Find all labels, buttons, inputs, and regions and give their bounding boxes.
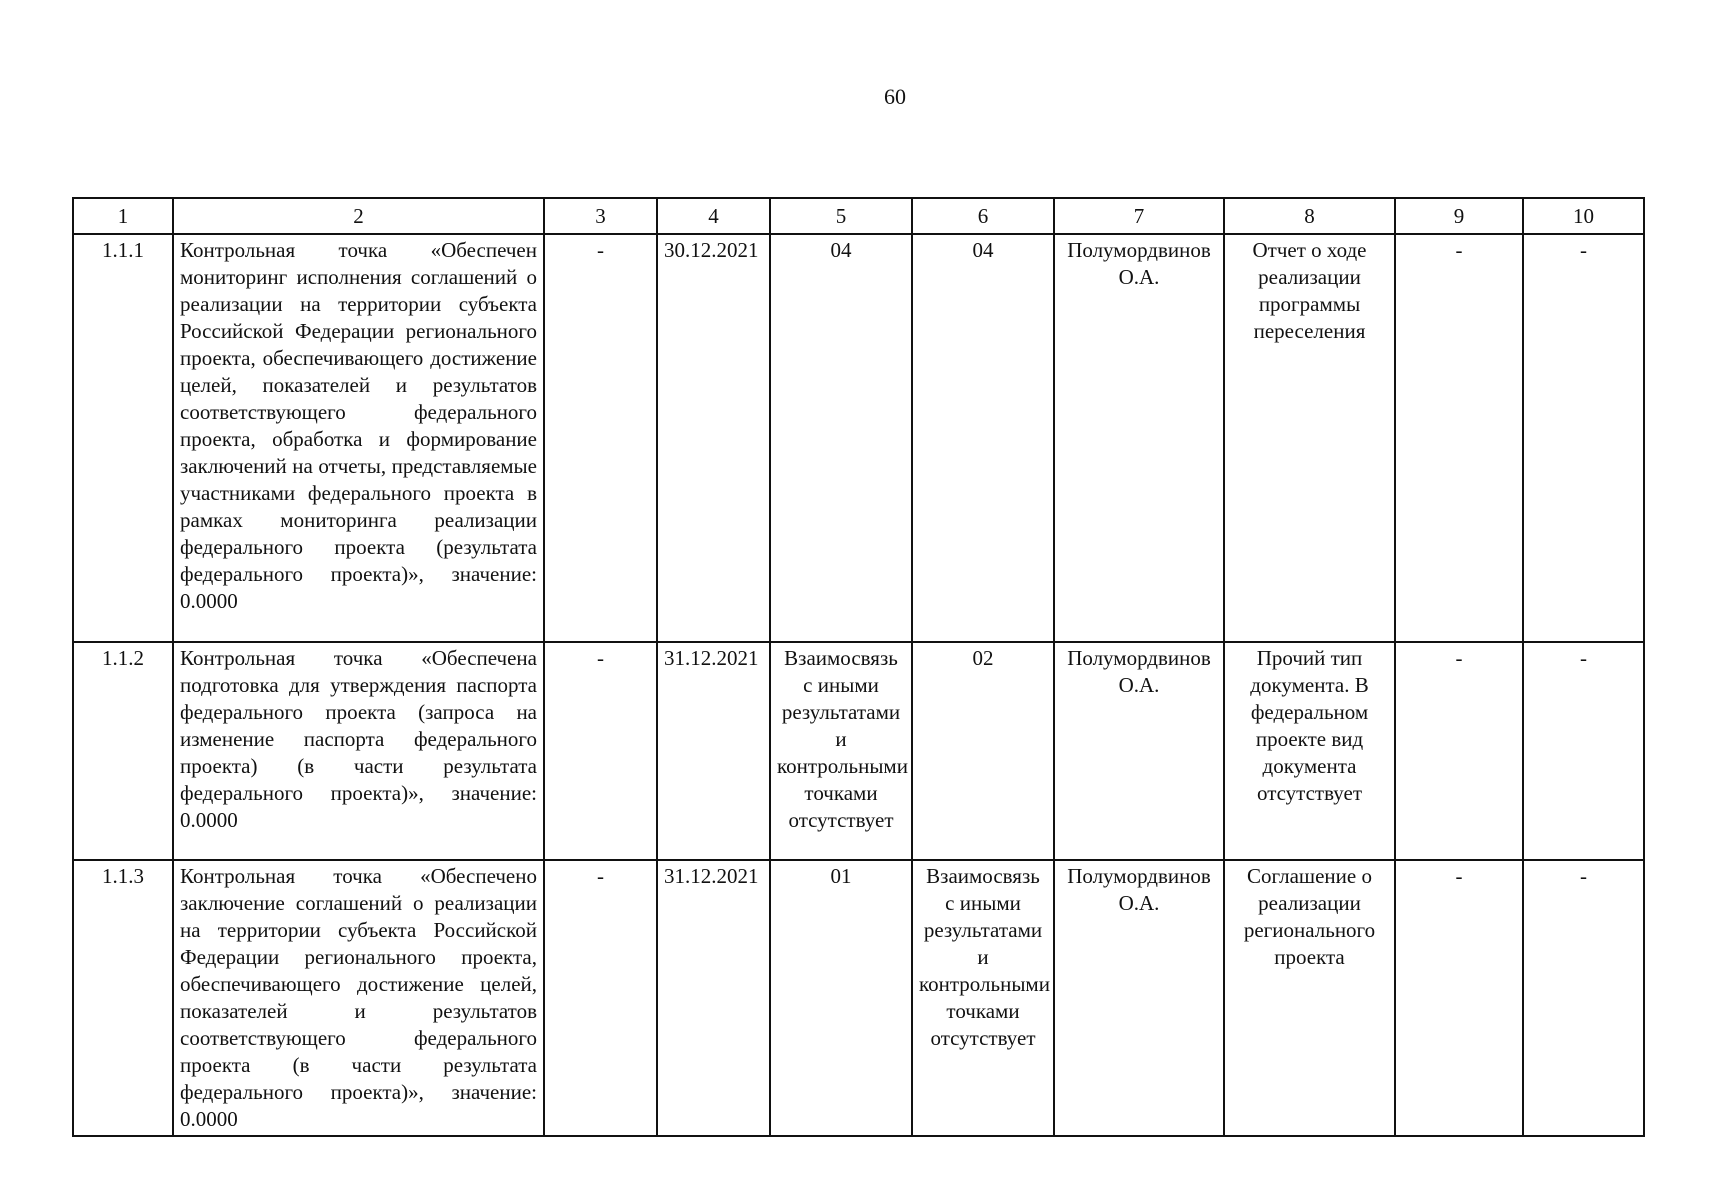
header-col-4: 4: [657, 198, 770, 234]
row-description: [173, 234, 544, 642]
header-col-3: 3: [544, 198, 657, 234]
row-document: Прочий тип документа. В федеральном проекте вид документа отсутствует: [1224, 642, 1395, 860]
header-row: [73, 198, 1644, 234]
header-col-10: 10: [1523, 198, 1644, 234]
row-col3: -: [544, 860, 657, 1136]
row-col3: -: [544, 642, 657, 860]
row-date: 31.12.2021: [657, 642, 770, 860]
row-description-text: Контрольная точка «Обеспечено заключение соглашений о реализации на территории субъекта Российской Федерации регионального проекта, обеспечивающего достижение целей, показателей и результатов соответствующего федерального проекта (в части результата федерального проекта)», значение: 0.0000: [180, 864, 537, 1131]
row-col6: Взаимосвязь с иными результатами и контрольными точками отсутствует: [912, 860, 1054, 1136]
row-date: 31.12.2021: [657, 860, 770, 1136]
row-document: Отчет о ходе реализации программы переселения: [1224, 234, 1395, 642]
header-col-8: 8: [1224, 198, 1395, 234]
row-number: 1.1.3: [73, 860, 173, 1136]
header-col-6: 6: [912, 198, 1054, 234]
control-points-table: [72, 197, 1645, 1137]
header-col-1: 1: [73, 198, 173, 234]
header-col-7: 7: [1054, 198, 1224, 234]
row-col10: -: [1523, 234, 1644, 642]
row-col5: Взаимосвязь с иными результатами и контрольными точками отсутствует: [770, 642, 912, 860]
table-row: [73, 642, 1644, 860]
header-col-9: 9: [1395, 198, 1523, 234]
table-row: [73, 234, 1644, 642]
row-description-text: Контрольная точка «Обеспечен мониторинг исполнения соглашений о реализации на территории субъекта Российской Федерации регионального проекта, обеспечивающего достижение целей, показателей и результатов соответствующего федерального проекта, обработка и формирование заключений на отчеты, представляемые участниками федерального проекта в рамках мониторинга реализации федерального проекта (результата федерального проекта)», значение: 0.0000: [180, 238, 537, 613]
row-document: Соглашение о реализации регионального проекта: [1224, 860, 1395, 1136]
row-col10: -: [1523, 642, 1644, 860]
row-description: [173, 860, 544, 1136]
row-col5: 01: [770, 860, 912, 1136]
row-number: 1.1.1: [73, 234, 173, 642]
page-number: 60: [884, 84, 906, 109]
row-responsible: Полумордвинов О.А.: [1054, 860, 1224, 1136]
row-description: [173, 642, 544, 860]
table-header: [73, 198, 1644, 234]
row-col9: -: [1395, 860, 1523, 1136]
row-col10: -: [1523, 860, 1644, 1136]
row-col9: -: [1395, 642, 1523, 860]
row-number: 1.1.2: [73, 642, 173, 860]
row-col3: -: [544, 234, 657, 642]
row-col6: 04: [912, 234, 1054, 642]
header-col-5: 5: [770, 198, 912, 234]
table-row: [73, 860, 1644, 1136]
row-responsible: Полумордвинов О.А.: [1054, 234, 1224, 642]
row-col6: 02: [912, 642, 1054, 860]
row-col9: -: [1395, 234, 1523, 642]
header-col-2: 2: [173, 198, 544, 234]
row-date: 30.12.2021: [657, 234, 770, 642]
row-col5: 04: [770, 234, 912, 642]
row-responsible: Полумордвинов О.А.: [1054, 642, 1224, 860]
row-description-text: Контрольная точка «Обеспечена подготовка для утверждения паспорта федерального проекта (запроса на изменение паспорта федерального проекта) (в части результата федерального проекта)», значение: 0.0000: [180, 646, 537, 832]
